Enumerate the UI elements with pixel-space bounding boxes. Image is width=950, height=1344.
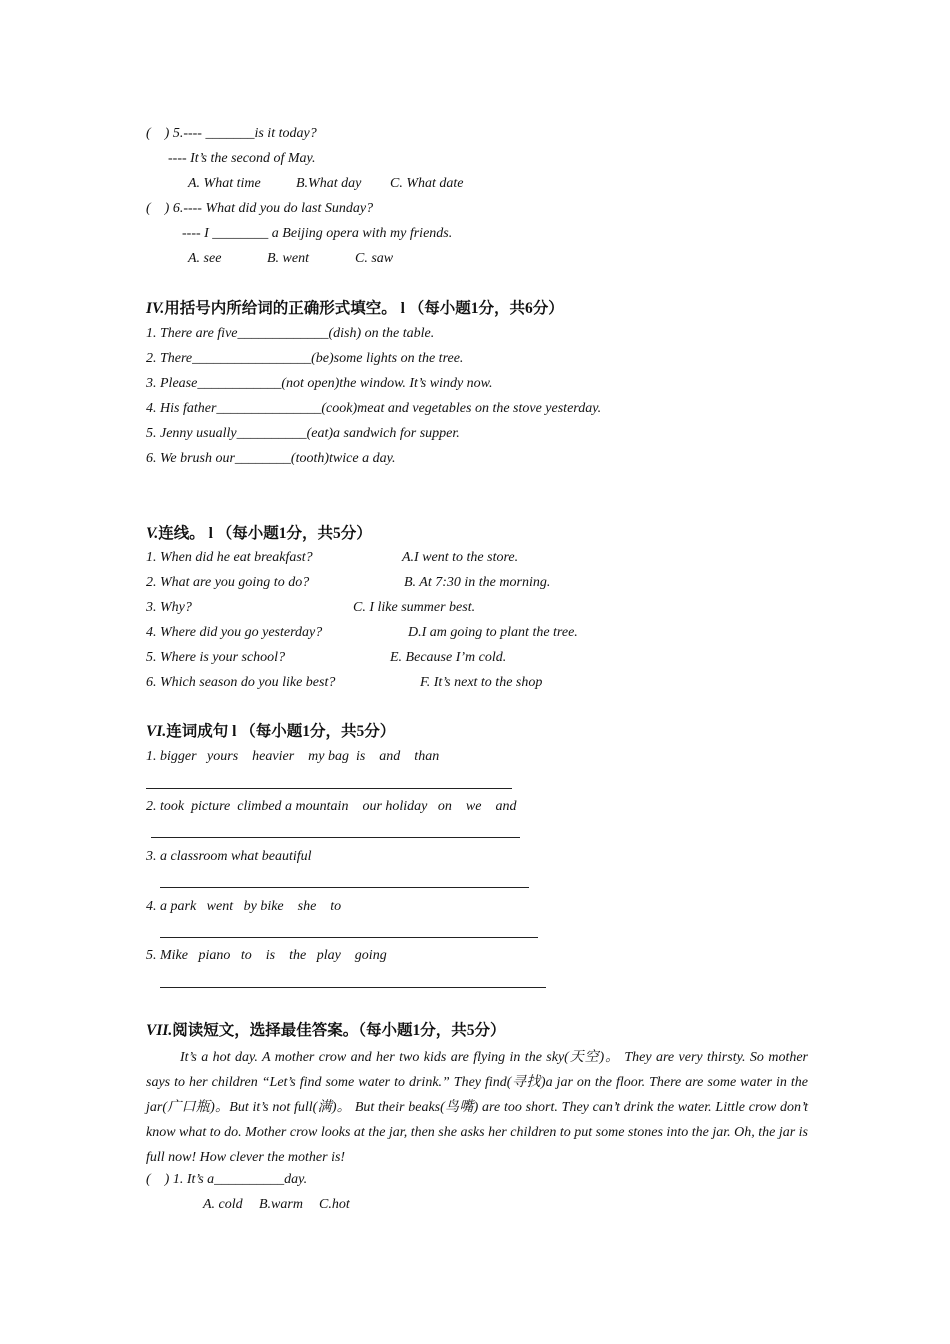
question-6-option-a: A. see (188, 251, 222, 266)
question-5-dialogue: ---- It’s the second of May. (168, 151, 316, 166)
reading-question-1-option-a: A. cold (203, 1197, 243, 1212)
match-answer-c: C. I like summer best. (353, 600, 476, 615)
reading-passage: It’s a hot day. A mother crow and her two kids are flying in the sky(天空)。 They are very thirsty. So mother says to her children “Let’s find some water to drink.” They find(寻找)a jar on the floor. There are some water in the jar(广口瓶)。But it’s not full(满)。 But their beaks(鸟嘴) are too short. They can’t drink the water. Little crow don’t know what to do. Mother crow looks at the jar, then she asks her children to put some stones into the jar. Oh, the jar is full now! How clever the mother is! (146, 1050, 808, 1165)
fill-item-2: 2. There_________________(be)some lights on the tree. (146, 351, 464, 366)
reorder-item-3: 3. a classroom what beautiful (146, 849, 312, 864)
match-answer-d: D.I am going to plant the tree. (408, 625, 578, 640)
section-4-title: 用括号内所给词的正确形式填空。 l （每小题1分，共6分） (164, 300, 564, 317)
fill-item-3: 3. Please____________(not open)the window. It’s windy now. (146, 376, 493, 391)
match-answer-b: B. At 7:30 in the morning. (404, 575, 551, 590)
fill-item-4: 4. His father_______________(cook)meat and vegetables on the stove yesterday. (146, 401, 602, 416)
section-5-title: 连线。 l （每小题1分，共5分） (158, 525, 372, 542)
question-6-stem: ( ) 6.---- What did you do last Sunday? (146, 201, 374, 216)
section-6-heading (146, 722, 395, 742)
answer-line-5[interactable] (160, 987, 546, 988)
question-5-option-a: A. What time (188, 176, 261, 191)
section-5-heading (146, 524, 372, 544)
reorder-item-2: 2. took picture climbed a mountain our holiday on we and (146, 799, 517, 814)
section-7-heading (146, 1021, 506, 1041)
fill-item-5: 5. Jenny usually__________(eat)a sandwich for supper. (146, 426, 460, 441)
reorder-item-4: 4. a park went by bike she to (146, 899, 342, 914)
answer-line-3[interactable] (160, 887, 529, 888)
reading-question-1-option-c: C.hot (319, 1197, 350, 1212)
reorder-item-5: 5. Mike piano to is the play going (146, 948, 387, 963)
answer-line-4[interactable] (160, 937, 538, 938)
question-6-option-b: B. went (267, 251, 309, 266)
question-5-option-c: C. What date (390, 176, 464, 191)
match-question-6: 6. Which season do you like best? (146, 675, 336, 690)
reorder-item-1: 1. bigger yours heavier my bag is and than (146, 749, 440, 764)
question-5-stem: ( ) 5.---- _______is it today? (146, 126, 317, 141)
match-answer-a: A.I went to the store. (402, 550, 519, 565)
question-6-dialogue: ---- I ________ a Beijing opera with my friends. (182, 226, 453, 241)
section-7-numeral: VII. (146, 1022, 173, 1039)
match-question-3: 3. Why? (146, 600, 192, 615)
section-4-heading (146, 299, 564, 319)
reading-question-1-option-b: B.warm (259, 1197, 303, 1212)
question-5-option-b: B.What day (296, 176, 362, 191)
question-6-option-c: C. saw (355, 251, 394, 266)
match-question-2: 2. What are you going to do? (146, 575, 310, 590)
reading-question-1-stem: ( ) 1. It’s a__________day. (146, 1172, 308, 1187)
section-7-title: 阅读短文，选择最佳答案。（每小题1分，共5分） (172, 1022, 506, 1039)
answer-line-1[interactable] (146, 788, 512, 789)
fill-item-1: 1. There are five_____________(dish) on the table. (146, 326, 435, 341)
answer-line-2[interactable] (151, 837, 520, 838)
section-4-numeral: IV. (146, 300, 165, 317)
match-answer-e: E. Because I’m cold. (390, 650, 507, 665)
section-6-numeral: VI. (146, 723, 167, 740)
section-6-title: 连词成句 l （每小题1分，共5分） (166, 723, 396, 740)
section-5-numeral: V. (146, 525, 159, 542)
fill-item-6: 6. We brush our________(tooth)twice a day. (146, 451, 396, 466)
match-question-4: 4. Where did you go yesterday? (146, 625, 323, 640)
match-answer-f: F. It’s next to the shop (420, 675, 543, 690)
match-question-5: 5. Where is your school? (146, 650, 286, 665)
match-question-1: 1. When did he eat breakfast? (146, 550, 313, 565)
